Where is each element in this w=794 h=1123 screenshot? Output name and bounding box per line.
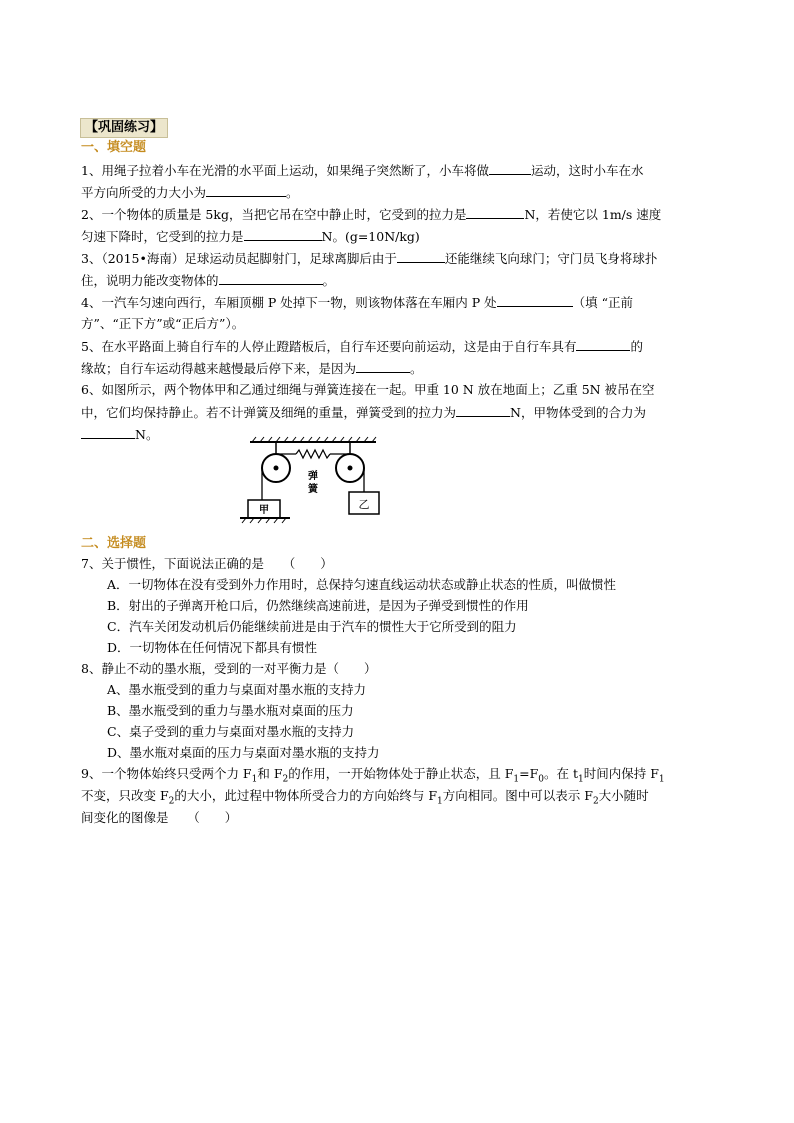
q9-text: 方向相同。图中可以表示 F — [442, 788, 593, 803]
question-7-stem: 7、关于惯性，下面说法正确的是 （ ） — [81, 556, 333, 571]
question-6-text-b: 中，它们均保持静止。若不计弹簧及细绳的重量，弹簧受到的拉力为 — [81, 405, 457, 420]
answer-blank[interactable] — [466, 204, 524, 219]
question-6-text-d: N。 — [135, 427, 159, 442]
block-jia-label: 甲 — [259, 505, 269, 516]
question-4-text-b: （填 “正前 — [572, 295, 634, 310]
answer-blank[interactable] — [489, 160, 531, 175]
question-7-option-a[interactable]: A．一切物体在没有受到外力作用时，总保持匀速直线运动状态或静止状态的性质，叫做惯性 — [107, 577, 617, 592]
q9-text: =F — [519, 766, 539, 781]
question-4-text-a: 4、一汽车匀速向西行，车厢顶棚 P 处掉下一物，则该物体落在车厢内 P 处 — [81, 295, 497, 310]
q9-text: 大小随时 — [598, 788, 649, 803]
subscript: 1 — [578, 774, 584, 785]
question-5-line-1 — [81, 336, 643, 357]
pulley-spring-diagram — [238, 436, 384, 528]
answer-blank[interactable] — [576, 336, 630, 351]
spring-label: 弹 — [308, 471, 318, 482]
left-pulley — [262, 442, 290, 482]
question-1-line-1 — [81, 160, 643, 181]
question-4-line-2 — [81, 314, 244, 334]
q9-text: 不变，只改变 F — [81, 788, 169, 803]
answer-blank[interactable] — [356, 358, 410, 373]
q9-text: 的大小，此过程中物体所受合力的方向始终与 F — [174, 788, 438, 803]
q9-text: 时间内保持 F — [583, 766, 659, 781]
question-6-line-3 — [81, 424, 158, 445]
answer-blank[interactable] — [397, 248, 445, 263]
answer-blank[interactable] — [497, 292, 573, 307]
question-8-option-d[interactable]: D、墨水瓶对桌面的压力与桌面对墨水瓶的支持力 — [107, 745, 380, 760]
question-2-line-2 — [81, 226, 420, 247]
section-title-fill-in: 一、填空题 — [81, 140, 147, 155]
question-6-text-c: N，甲物体受到的合力为 — [510, 405, 646, 420]
question-5-text-d: 。 — [410, 361, 423, 376]
question-5-text-b: 的 — [630, 339, 643, 354]
question-1-text-a: 1、用绳子拉着小车在光滑的水平面上运动，如果绳子突然断了，小车将做 — [81, 163, 489, 178]
answer-blank[interactable] — [219, 270, 323, 285]
subscript: 1 — [658, 774, 665, 785]
question-9-line-3: 间变化的图像是 （ ） — [81, 810, 238, 825]
q9-text: 。在 t — [544, 766, 579, 781]
question-5-line-2 — [81, 358, 423, 379]
question-3-text-c: 住，说明力能改变物体的 — [81, 273, 219, 288]
question-8-stem: 8、静止不动的墨水瓶，受到的一对平衡力是（ ） — [81, 661, 377, 676]
subscript: 1 — [437, 796, 443, 807]
spring-label: 簧 — [308, 484, 318, 495]
question-3-line-1 — [81, 248, 657, 269]
question-6-line-1 — [81, 380, 655, 400]
question-3-line-2 — [81, 270, 335, 291]
question-7-option-b[interactable]: B．射出的子弹离开枪口后，仍然继续高速前进，是因为子弹受到惯性的作用 — [107, 598, 529, 613]
question-7-option-d[interactable]: D．一切物体在任何情况下都具有惯性 — [107, 640, 318, 655]
subscript: 0 — [538, 774, 545, 785]
question-4-line-1 — [81, 292, 633, 313]
question-6-line-2 — [81, 402, 646, 423]
subscript: 1 — [513, 774, 520, 785]
question-7-option-c[interactable]: C．汽车关闭发动机后仍能继续前进是由于汽车的惯性大于它所受到的阻力 — [107, 619, 517, 634]
answer-blank[interactable] — [244, 226, 322, 241]
right-pulley — [336, 442, 364, 482]
question-5-text-c: 缘故；自行车运动得越来越慢最后停下来，是因为 — [81, 361, 357, 376]
question-3-text-a: 3、（2015•海南）足球运动员起脚射门，足球离脚后由于 — [81, 251, 397, 266]
answer-blank[interactable] — [456, 402, 510, 417]
subscript: 2 — [282, 774, 289, 785]
answer-blank[interactable] — [81, 424, 135, 439]
ground-hatch — [240, 518, 290, 523]
question-2-text-a: 2、一个物体的质量是 5kg，当把它吊在空中静止时，它受到的拉力是 — [81, 207, 467, 222]
block-yi-label: 乙 — [358, 498, 370, 511]
section-title-multiple-choice: 二、选择题 — [81, 536, 147, 551]
question-2-text-d: N。(g=10N/kg) — [321, 229, 420, 244]
question-8-option-a[interactable]: A、墨水瓶受到的重力与桌面对墨水瓶的支持力 — [107, 682, 367, 697]
question-1-line-2 — [81, 182, 299, 203]
subscript: 2 — [168, 796, 175, 807]
question-5-text-a: 5、在水平路面上骑自行车的人停止蹬踏板后，自行车还要向前运动，这是由于自行车具有 — [81, 339, 577, 354]
question-3-text-b: 还能继续飞向球门；守门员飞身将球扑 — [444, 251, 658, 266]
question-1-text-d: 。 — [286, 185, 299, 200]
question-6-text-a: 6、如图所示，两个物体甲和乙通过细绳与弹簧连接在一起。甲重 10 N 放在地面上；乙重 5N 被吊在空 — [81, 382, 655, 397]
question-3-text-d: 。 — [322, 273, 336, 288]
question-4-text-c: 方”、“正下方”或“正后方”）。 — [81, 316, 245, 331]
q9-text: 和 F — [257, 766, 283, 781]
spring — [296, 450, 330, 458]
subscript: 2 — [592, 796, 599, 807]
answer-blank[interactable] — [206, 182, 286, 197]
question-1-text-b: 运动，这时小车在水 — [530, 163, 644, 178]
q9-text: 9、一个物体始终只受两个力 F — [81, 766, 252, 781]
question-1-text-c: 平方向所受的力大小为 — [81, 185, 207, 200]
ceiling-hatch — [250, 437, 376, 442]
question-8-option-b[interactable]: B、墨水瓶受到的重力与墨水瓶对桌面的压力 — [107, 703, 354, 718]
question-2-text-c: 匀速下降时，它受到的拉力是 — [81, 229, 244, 244]
subscript: 1 — [251, 774, 258, 785]
q9-text: 的作用，一开始物体处于静止状态，且 F — [288, 766, 514, 781]
question-2-text-b: N，若使它以 1m/s 速度 — [524, 207, 662, 222]
question-2-line-1 — [81, 204, 661, 225]
question-8-option-c[interactable]: C、桌子受到的重力与桌面对墨水瓶的支持力 — [107, 724, 355, 739]
section-header-consolidation: 【巩固练习】 — [80, 118, 168, 138]
